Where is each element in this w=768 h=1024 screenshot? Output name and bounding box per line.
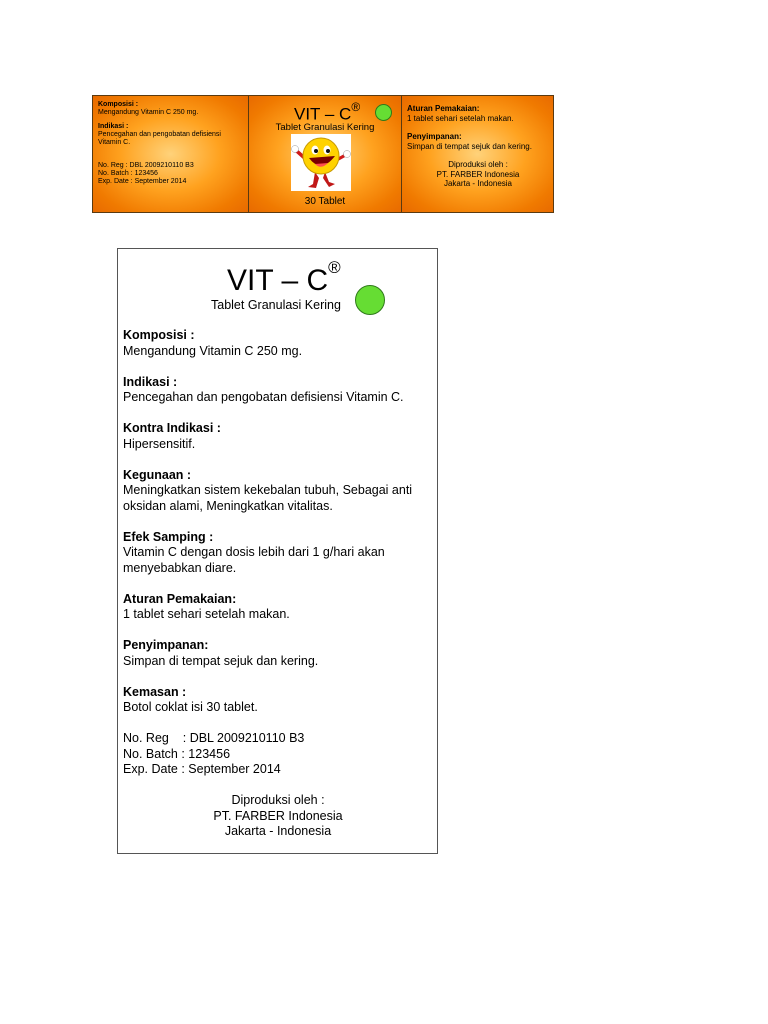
section-heading: Kontra Indikasi :	[123, 421, 221, 435]
section-aturan-pemakaian	[123, 592, 423, 623]
section-text: Meningkatkan sistem kekebalan tubuh, Sebagai anti oksidan alami, Meningkatkan vitalitas.	[123, 483, 413, 513]
label-batch-number: No. Batch : 123456	[98, 170, 158, 177]
label-product-subtitle: Tablet Granulasi Kering	[275, 122, 375, 133]
label-penyimpanan-heading: Penyimpanan:	[407, 132, 462, 141]
batch-number: No. Batch : 123456	[123, 746, 231, 761]
label-reg-number: No. Reg : DBL 2009210110 B3	[98, 162, 194, 169]
section-text: Botol coklat isi 30 tablet.	[123, 700, 258, 714]
section-komposisi	[123, 328, 423, 359]
card-product-name: VIT – C®	[227, 258, 341, 297]
producer-line3: Jakarta - Indonesia	[224, 824, 332, 838]
label-aturan-text: 1 tablet sehari setelah makan.	[407, 113, 514, 123]
section-indikasi	[123, 375, 423, 406]
section-text: Simpan di tempat sejuk dan kering.	[123, 653, 319, 668]
label-indikasi-heading: Indikasi :	[98, 123, 129, 130]
section-text: Mengandung Vitamin C 250 mg.	[123, 343, 303, 358]
section-heading: Penyimpanan:	[123, 638, 209, 652]
label-middle-panel	[248, 96, 401, 212]
label-exp-date: Exp. Date : September 2014	[98, 178, 187, 185]
green-circle-icon	[355, 285, 385, 315]
section-penyimpanan	[123, 638, 423, 669]
section-heading: Efek Samping :	[123, 529, 214, 544]
label-producer	[407, 160, 549, 189]
section-text: 1 tablet sehari setelah makan.	[123, 607, 290, 621]
section-kegunaan	[123, 468, 423, 515]
label-right-panel	[401, 96, 553, 212]
producer-line1: Diproduksi oleh :	[231, 793, 325, 807]
green-circle-icon	[375, 104, 392, 121]
producer-line2: PT. FARBER Indonesia	[213, 808, 343, 823]
label-penyimpanan-text: Simpan di tempat sejuk dan kering.	[407, 141, 532, 151]
label-indikasi-text: Pencegahan dan pengobatan defisiensi Vitamin C.	[98, 131, 221, 146]
label-product-name: VIT – C®	[294, 100, 361, 124]
reg-number: No. Reg : DBL 2009210110 B3	[123, 731, 305, 745]
section-heading: Indikasi :	[123, 374, 178, 389]
section-kontra-indikasi	[123, 421, 423, 452]
info-card	[117, 248, 438, 854]
section-heading: Kegunaan :	[123, 467, 192, 482]
registration-info	[123, 731, 423, 778]
label-komposisi-heading: Komposisi :	[98, 101, 139, 108]
registered-mark: ®	[351, 100, 361, 114]
section-efek-samping	[123, 530, 423, 577]
producer-info	[123, 793, 433, 840]
label-komposisi-text: Mengandung Vitamin C 250 mg.	[98, 109, 199, 116]
label-left-panel	[93, 96, 248, 212]
label-producer-line3: Jakarta - Indonesia	[443, 179, 513, 188]
section-heading: Aturan Pemakaian:	[123, 591, 237, 606]
smiley-mascot-icon	[291, 134, 351, 191]
label-producer-line1: Diproduksi oleh :	[448, 160, 508, 169]
section-text: Vitamin C dengan dosis lebih dari 1 g/hari akan menyebabkan diare.	[123, 545, 385, 575]
section-kemasan	[123, 685, 423, 716]
label-tablet-count: 30 Tablet	[304, 196, 346, 207]
card-body	[123, 328, 423, 840]
product-label	[92, 95, 554, 213]
section-text: Hipersensitif.	[123, 436, 196, 451]
section-heading: Kemasan :	[123, 684, 187, 699]
section-text: Pencegahan dan pengobatan defisiensi Vitamin C.	[123, 390, 404, 404]
label-producer-line2: PT. FARBER Indonesia	[436, 169, 520, 179]
section-heading: Komposisi :	[123, 328, 195, 342]
registered-mark: ®	[328, 258, 341, 277]
card-product-subtitle: Tablet Granulasi Kering	[211, 298, 341, 312]
label-aturan-heading: Aturan Pemakaian:	[407, 104, 480, 113]
exp-date: Exp. Date : September 2014	[123, 762, 281, 776]
